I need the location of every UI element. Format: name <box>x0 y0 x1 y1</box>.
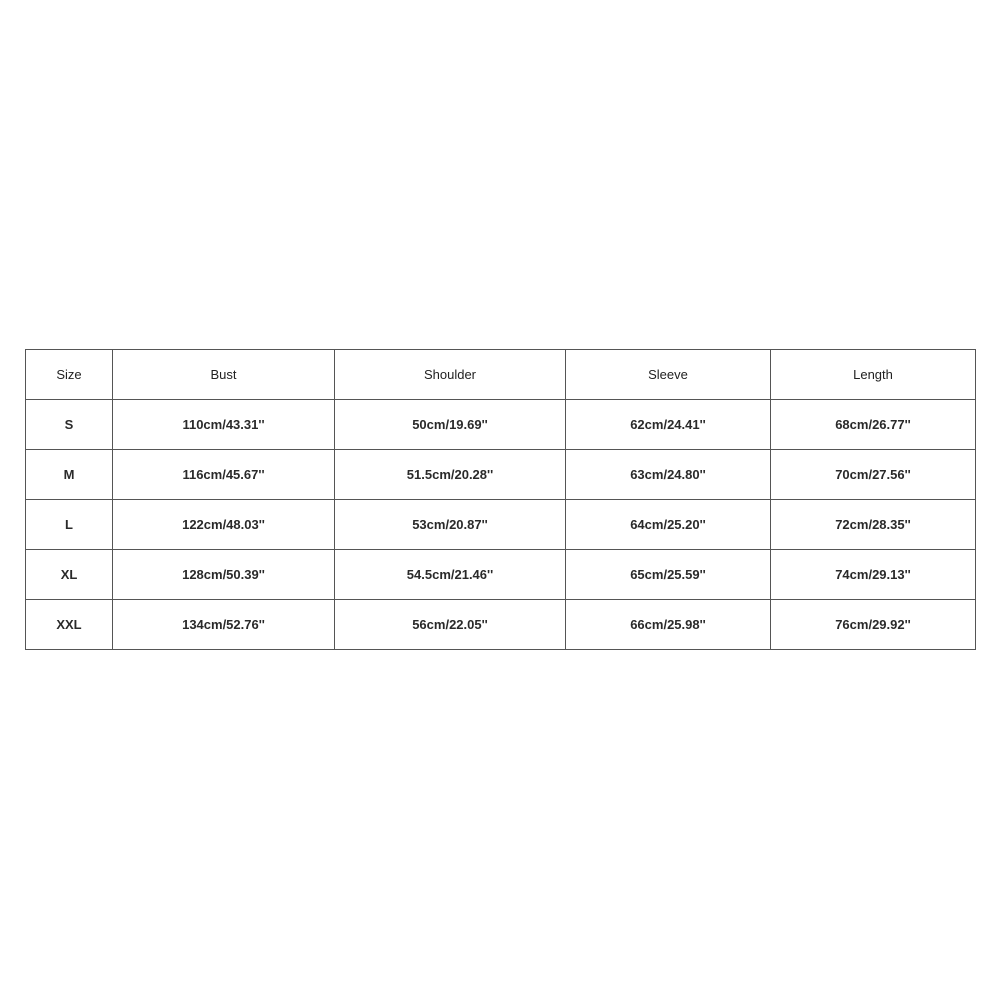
sleeve-cell: 65cm/25.59'' <box>566 550 771 600</box>
sleeve-cell: 66cm/25.98'' <box>566 600 771 650</box>
table-header-row <box>26 350 976 400</box>
size-cell: L <box>26 500 113 550</box>
shoulder-cell: 53cm/20.87'' <box>335 500 566 550</box>
length-cell: 74cm/29.13'' <box>771 550 976 600</box>
shoulder-cell: 50cm/19.69'' <box>335 400 566 450</box>
size-cell: XL <box>26 550 113 600</box>
bust-cell: 122cm/48.03'' <box>113 500 335 550</box>
length-cell: 68cm/26.77'' <box>771 400 976 450</box>
bust-cell: 128cm/50.39'' <box>113 550 335 600</box>
header-bust: Bust <box>113 350 335 400</box>
length-cell: 76cm/29.92'' <box>771 600 976 650</box>
sleeve-cell: 63cm/24.80'' <box>566 450 771 500</box>
header-shoulder: Shoulder <box>335 350 566 400</box>
shoulder-cell: 51.5cm/20.28'' <box>335 450 566 500</box>
table-row <box>26 550 976 600</box>
size-chart-table <box>25 349 976 650</box>
table-row <box>26 600 976 650</box>
bust-cell: 110cm/43.31'' <box>113 400 335 450</box>
bust-cell: 116cm/45.67'' <box>113 450 335 500</box>
table-row <box>26 500 976 550</box>
length-cell: 70cm/27.56'' <box>771 450 976 500</box>
sleeve-cell: 62cm/24.41'' <box>566 400 771 450</box>
header-sleeve: Sleeve <box>566 350 771 400</box>
shoulder-cell: 54.5cm/21.46'' <box>335 550 566 600</box>
header-size: Size <box>26 350 113 400</box>
size-cell: M <box>26 450 113 500</box>
sleeve-cell: 64cm/25.20'' <box>566 500 771 550</box>
table-row <box>26 400 976 450</box>
header-length: Length <box>771 350 976 400</box>
table-row <box>26 450 976 500</box>
length-cell: 72cm/28.35'' <box>771 500 976 550</box>
size-cell: XXL <box>26 600 113 650</box>
size-cell: S <box>26 400 113 450</box>
shoulder-cell: 56cm/22.05'' <box>335 600 566 650</box>
bust-cell: 134cm/52.76'' <box>113 600 335 650</box>
